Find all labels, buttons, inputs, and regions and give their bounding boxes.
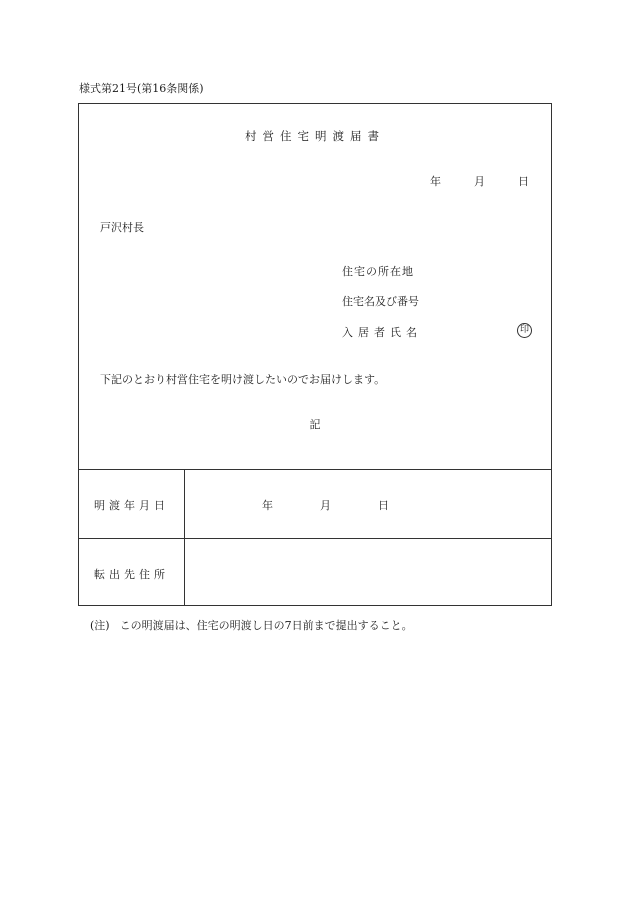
- submission-date: [430, 173, 529, 189]
- date-month-label: 月: [474, 175, 485, 188]
- footnote-tag: (注): [90, 619, 110, 632]
- footnote: [90, 617, 413, 633]
- vacate-month-label: 月: [320, 499, 331, 512]
- addressee: 戸沢村長: [100, 221, 144, 234]
- vacate-year-label: 年: [262, 499, 273, 512]
- date-year-label: 年: [430, 175, 441, 188]
- new-address-label: 転出先住所: [94, 568, 169, 581]
- date-day-label: 日: [518, 175, 529, 188]
- address-field-label: 住宅の所在地: [342, 265, 414, 278]
- table-column-divider: [184, 469, 185, 606]
- seal-mark: 印: [517, 323, 532, 338]
- vacate-date-field: [262, 497, 389, 513]
- vacate-date-label: 明渡年月日: [94, 499, 169, 512]
- housing-field-label: 住宅名及び番号: [342, 295, 419, 308]
- ki-heading: 記: [309, 418, 321, 431]
- form-frame: [78, 103, 552, 606]
- resident-field-label: 入居者氏名: [342, 326, 422, 339]
- vacate-day-label: 日: [378, 499, 389, 512]
- form-title: 村営住宅明渡届書: [245, 129, 385, 143]
- table-top-divider: [79, 469, 551, 470]
- footnote-text: この明渡届は、住宅の明渡し日の7日前まで提出すること。: [119, 619, 413, 632]
- table-middle-divider: [79, 538, 551, 539]
- statement-text: 下記のとおり村営住宅を明け渡したいのでお届けします。: [100, 373, 386, 386]
- form-number-label: 様式第21号(第16条関係): [79, 82, 204, 95]
